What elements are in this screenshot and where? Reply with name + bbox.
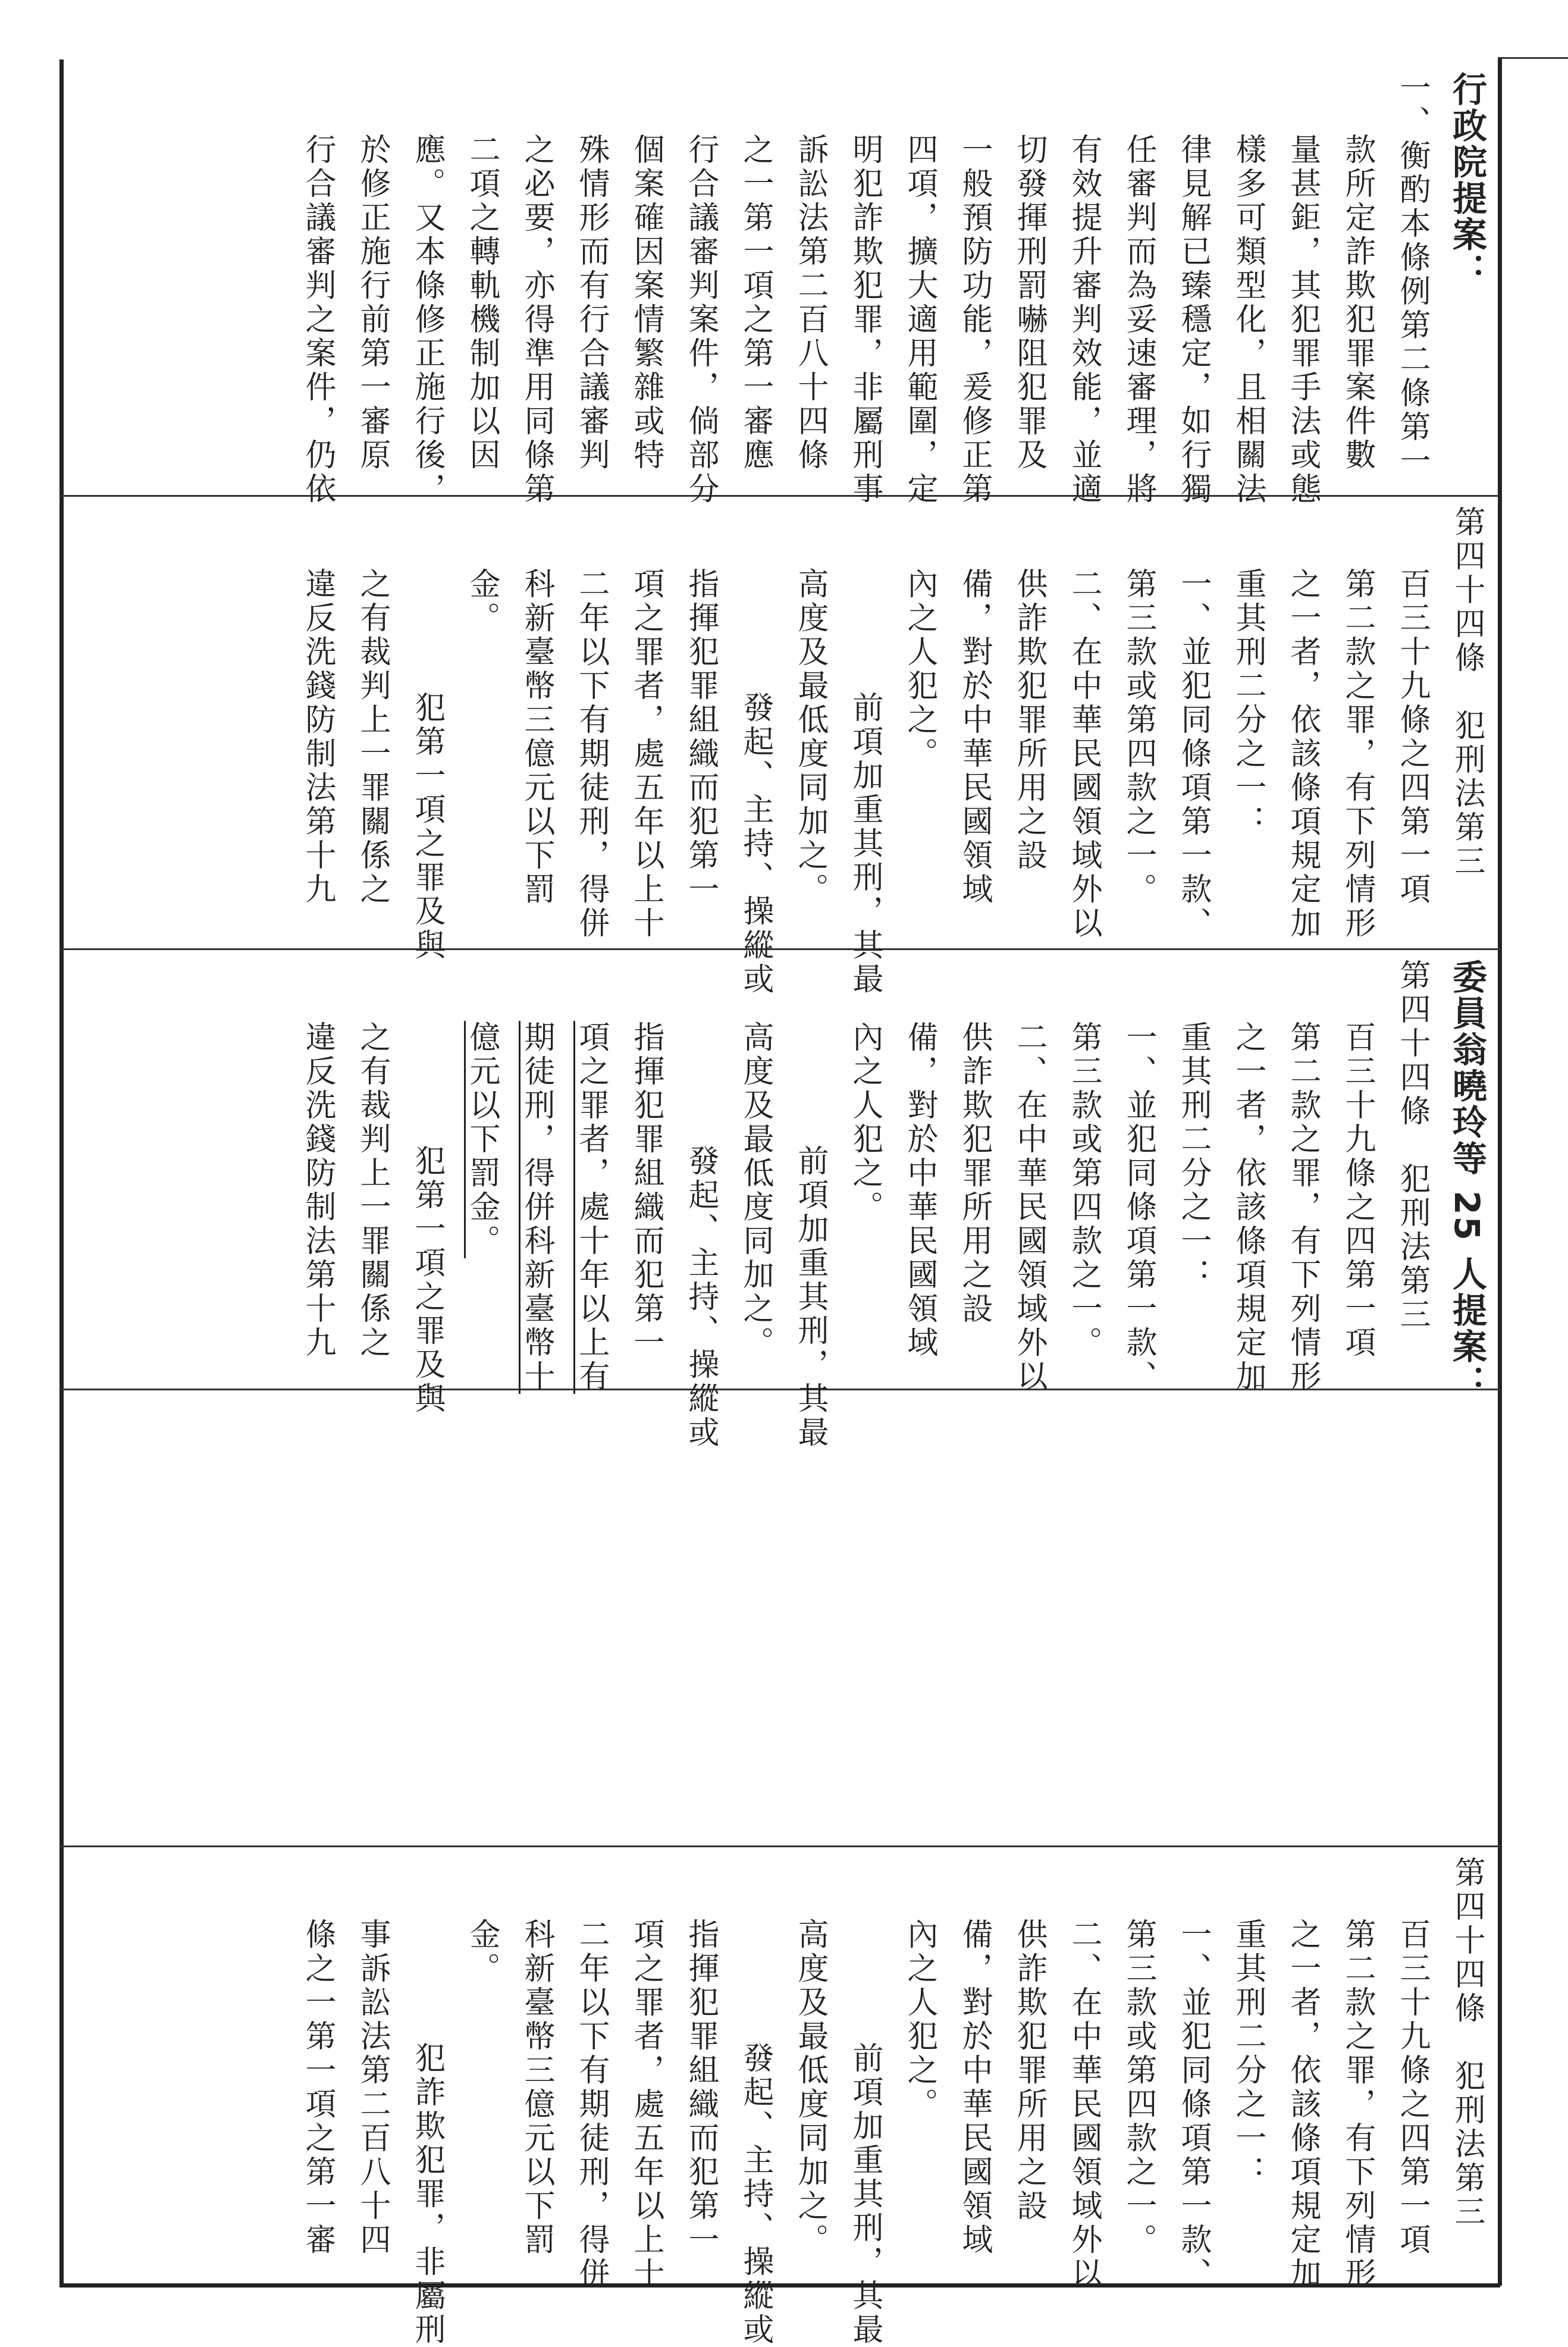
legislator-line: 之有裁判上一罪關係之 bbox=[355, 1021, 390, 1360]
current-line: 項之罪者，處五年以上十 bbox=[628, 1918, 664, 2291]
original-line: 第二款之罪，有下列情形 bbox=[1340, 568, 1375, 941]
legislator-line: 第三款或第四款之一。 bbox=[1066, 1021, 1102, 1360]
original-line: 第三款或第四款之一。 bbox=[1121, 568, 1156, 907]
executive-line: 之必要，亦得準用同條第 bbox=[519, 133, 554, 506]
executive-line: 明犯詐欺犯罪，非屬刑事 bbox=[847, 133, 883, 506]
current-line: 前項加重其刑，其最 bbox=[847, 2042, 883, 2347]
current-line: 備，對於中華民國領域 bbox=[957, 1918, 992, 2257]
original-line: 金。 bbox=[464, 568, 500, 635]
executive-line: 樣多可類型化，且相關法 bbox=[1230, 133, 1266, 506]
current-line: 事訴訟法第二百八十四 bbox=[355, 1918, 390, 2257]
original-line: 二年以下有期徒刑，得併 bbox=[573, 568, 609, 941]
executive-line: 有效提升審判效能，並適 bbox=[1066, 133, 1102, 506]
legislator-proposal-cell bbox=[73, 959, 1494, 1450]
current-line: 犯詐欺犯罪，非屬刑 bbox=[409, 2042, 445, 2347]
executive-line: 款所定詐欺犯罪案件數 bbox=[1340, 133, 1375, 472]
legislator-line: 指揮犯罪組織而犯第一 bbox=[628, 1021, 664, 1360]
row-divider-4 bbox=[59, 1845, 1500, 1847]
legislator-line: 內之人犯之。 bbox=[847, 1021, 883, 1224]
table-right-border bbox=[1498, 57, 1502, 2286]
executive-line: 二項之轉軌機制加以因 bbox=[464, 133, 500, 472]
current-line: 二、在中華民國領域外以 bbox=[1066, 1918, 1102, 2291]
executive-line: 四項，擴大適用範圍，定 bbox=[902, 133, 937, 506]
legislator-line: 第四十四條 犯刑法第三 bbox=[1394, 959, 1430, 1332]
executive-line: 訴訟法第二百八十四條 bbox=[792, 133, 828, 472]
original-line: 二、在中華民國領域外以 bbox=[1066, 568, 1102, 941]
current-line: 發起、主持、操縱或 bbox=[738, 2042, 773, 2347]
current-line: 金。 bbox=[464, 1918, 500, 1986]
current-line: 內之人犯之。 bbox=[902, 1918, 937, 2122]
executive-line: 量甚鉅，其犯罪手法或態 bbox=[1285, 133, 1321, 506]
legislator-line-amended: 億元以下罰金。 bbox=[464, 1021, 500, 1258]
executive-line: 任審判而為妥速審理，將 bbox=[1121, 133, 1156, 506]
executive-line: 切發揮刑罰嚇阻犯罪及 bbox=[1011, 133, 1047, 472]
current-line: 一、並犯同條項第一款、 bbox=[1175, 1918, 1211, 2291]
original-line: 前項加重其刑，其最 bbox=[847, 691, 883, 997]
executive-line: 一、衡酌本條例第二條第一 bbox=[1394, 71, 1430, 478]
legislator-line: 百三十九條之四第一項 bbox=[1340, 1021, 1375, 1360]
legislator-line: 二、在中華民國領域外以 bbox=[1011, 1021, 1047, 1394]
current-line: 第三款或第四款之一。 bbox=[1121, 1918, 1156, 2257]
empty-cell bbox=[73, 1399, 1494, 1840]
executive-yuan-heading: 行政院提案： bbox=[1447, 71, 1487, 289]
original-line: 高度及最低度同加之。 bbox=[792, 568, 828, 907]
current-law-cell bbox=[73, 1856, 1494, 2347]
original-line: 發起、主持、操縱或 bbox=[738, 691, 773, 997]
legislator-line: 供詐欺犯罪所用之設 bbox=[957, 1021, 992, 1326]
original-line: 重其刑二分之一： bbox=[1230, 568, 1266, 839]
current-line: 條之一第一項之第一審 bbox=[300, 1918, 335, 2257]
original-line: 指揮犯罪組織而犯第一 bbox=[683, 568, 719, 907]
current-line: 之一者，依該條項規定加 bbox=[1285, 1918, 1321, 2291]
current-line: 指揮犯罪組織而犯第一 bbox=[683, 1918, 719, 2257]
original-line: 之有裁判上一罪關係之 bbox=[355, 568, 390, 907]
executive-yuan-text bbox=[290, 71, 1494, 506]
legislator-line: 之一者，依該條項規定加 bbox=[1230, 1021, 1266, 1394]
original-line: 供詐欺犯罪所用之設 bbox=[1011, 568, 1047, 873]
executive-line: 行合議審判案件，倘部分 bbox=[683, 133, 719, 506]
executive-line: 之一第一項之第一審應 bbox=[738, 133, 773, 472]
original-text-cell bbox=[73, 506, 1494, 997]
legislator-line-amended: 期徒刑，得併科新臺幣十 bbox=[519, 1021, 554, 1394]
original-line: 項之罪者，處五年以上十 bbox=[628, 568, 664, 941]
executive-line: 應。又本條修正施行後， bbox=[409, 133, 445, 506]
current-line: 二年以下有期徒刑，得併 bbox=[573, 1918, 609, 2291]
original-line: 百三十九條之四第一項 bbox=[1394, 568, 1430, 907]
original-line: 科新臺幣三億元以下罰 bbox=[519, 568, 554, 907]
legislator-line: 違反洗錢防制法第十九 bbox=[300, 1021, 335, 1360]
legislator-line: 重其刑二分之一： bbox=[1175, 1021, 1211, 1292]
legislator-line: 一、並犯同條項第一款、 bbox=[1121, 1021, 1156, 1394]
executive-line: 律見解已臻穩定，如行獨 bbox=[1175, 133, 1211, 506]
legislator-line: 備，對於中華民國領域 bbox=[902, 1021, 937, 1360]
executive-line: 殊情形而有行合議審判 bbox=[573, 133, 609, 472]
original-line: 一、並犯同條項第一款、 bbox=[1175, 568, 1211, 941]
original-text bbox=[290, 506, 1494, 997]
legislator-line: 發起、主持、操縱或 bbox=[683, 1145, 719, 1450]
legislator-proposal-text bbox=[290, 959, 1494, 1450]
current-law-text bbox=[290, 1856, 1494, 2347]
legislator-proposal-heading: 委員翁曉玲等 25 人提案： bbox=[1447, 959, 1487, 1402]
original-line: 內之人犯之。 bbox=[902, 568, 937, 771]
executive-line: 於修正施行前第一審原 bbox=[355, 133, 390, 472]
original-line: 備，對於中華民國領域 bbox=[957, 568, 992, 907]
original-line: 之一者，依該條項規定加 bbox=[1285, 568, 1321, 941]
legislator-line: 第二款之罪，有下列情形 bbox=[1285, 1021, 1321, 1394]
original-line: 第四十四條 犯刑法第三 bbox=[1449, 506, 1485, 879]
current-line: 科新臺幣三億元以下罰 bbox=[519, 1918, 554, 2257]
original-line: 違反洗錢防制法第十九 bbox=[300, 568, 335, 907]
current-line: 百三十九條之四第一項 bbox=[1394, 1918, 1430, 2257]
legislator-line: 前項加重其刑，其最 bbox=[792, 1145, 828, 1450]
table-top-border bbox=[1498, 57, 1568, 59]
original-line: 犯第一項之罪及與 bbox=[409, 691, 445, 963]
current-line: 供詐欺犯罪所用之設 bbox=[1011, 1918, 1047, 2223]
legislator-line: 高度及最低度同加之。 bbox=[738, 1021, 773, 1360]
executive-line: 行合議審判之案件，仍依 bbox=[300, 133, 335, 506]
executive-yuan-cell bbox=[73, 71, 1494, 506]
current-line: 高度及最低度同加之。 bbox=[792, 1918, 828, 2257]
legislator-line: 犯第一項之罪及與 bbox=[409, 1145, 445, 1416]
current-line: 重其刑二分之一： bbox=[1230, 1918, 1266, 2189]
legislator-line-amended: 項之罪者，處十年以上有 bbox=[573, 1021, 609, 1394]
current-line: 第四十四條 犯刑法第三 bbox=[1449, 1856, 1485, 2229]
current-line: 第二款之罪，有下列情形 bbox=[1340, 1918, 1375, 2291]
executive-line: 一般預防功能，爰修正第 bbox=[957, 133, 992, 506]
table-left-border bbox=[59, 59, 64, 2283]
executive-line: 個案確因案情繁雜或特 bbox=[628, 133, 664, 472]
